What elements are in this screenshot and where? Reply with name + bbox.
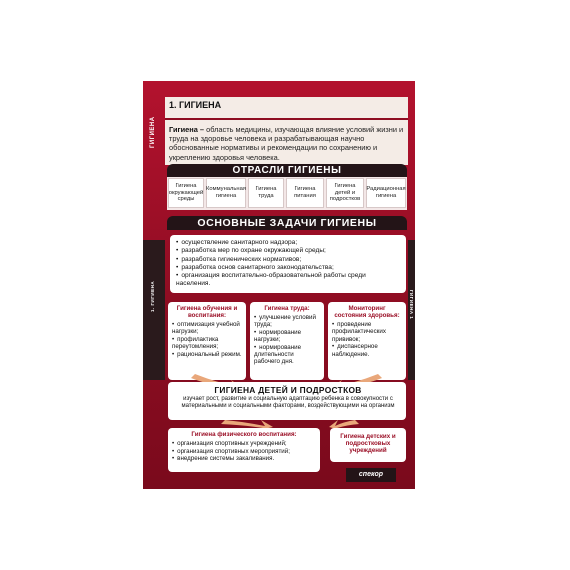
card-item: • внедрение системы закаливания. — [172, 455, 316, 463]
card-physical — [168, 428, 320, 472]
branch-item: Коммунальная гигиена — [206, 178, 246, 208]
card-item: • нормирование нагрузки; — [254, 329, 320, 344]
card-title: Гигиена детских и подростковых учреждений — [340, 433, 396, 454]
card-item: • диспансерное наблюдение. — [332, 343, 402, 358]
card-title: Гигиена физического воспитания: — [191, 431, 297, 438]
tasks-title: ОСНОВНЫЕ ЗАДАЧИ ГИГИЕНЫ — [167, 216, 407, 230]
card-item: • рациональный режим. — [172, 351, 242, 358]
card-labor — [250, 302, 324, 380]
card-item: • организация спортивных мероприятий; — [172, 448, 316, 456]
kids-text: изучает рост, развитие и социальную адаптацию ребенка в совокупности с материальными и социальными факторами, воздействующими на организм — [181, 396, 395, 410]
tasks-panel — [170, 235, 406, 293]
definition-term: Гигиена – — [169, 125, 205, 134]
definition-text — [169, 125, 405, 162]
card-item: • улучшение условий труда; — [254, 314, 320, 329]
branch-item: Радиационная гигиена — [366, 178, 406, 208]
card-title: Гигиена обучения и воспитания: — [176, 305, 238, 319]
branch-item: Гигиена труда — [248, 178, 284, 208]
kids-title: ГИГИЕНА ДЕТЕЙ И ПОДРОСТКОВ — [214, 385, 362, 395]
spine-side-right: ГИГИЕНА 1 — [409, 290, 414, 320]
task-item: • организация воспитательно-образовательной работы среди населения. — [176, 272, 400, 289]
task-item: • осуществление санитарного надзора; — [176, 239, 400, 247]
branch-item: Гигиена детей и подростков — [326, 178, 364, 208]
card-education — [168, 302, 246, 380]
branch-item: Гигиена окружающей среды — [168, 178, 204, 208]
branch-item: Гигиена питания — [286, 178, 324, 208]
publisher-logo: спекор — [346, 468, 396, 482]
card-item: • нормирование длительности рабочего дня. — [254, 344, 320, 366]
card-item: • организация спортивных учреждений; — [172, 440, 316, 448]
card-monitoring — [328, 302, 406, 380]
card-item: • оптимизация учебной нагрузки; — [172, 321, 242, 336]
branches-title: ОТРАСЛИ ГИГИЕНЫ — [167, 164, 407, 177]
page-title: 1. ГИГИЕНА — [169, 100, 222, 110]
card-title: Мониторинг состояния здоровья: — [334, 305, 400, 319]
spine-label: ГИГИЕНА — [150, 116, 156, 148]
task-item: • разработка гигиенических нормативов; — [176, 256, 400, 264]
task-item: • разработка мер по охране окружающей среды; — [176, 247, 400, 255]
spine-side-left: 1. ГИГИЕНА — [150, 280, 155, 312]
card-institutions — [330, 428, 406, 462]
title-rule — [165, 118, 408, 120]
task-item: • разработка основ санитарного законодательства; — [176, 264, 400, 272]
header-box — [165, 97, 408, 165]
card-item: • профилактика переутомления; — [172, 336, 242, 351]
card-title: Гигиена труда: — [264, 305, 310, 312]
definition-body: область медицины, изучающая влияние условий жизни и труда на здоровье человека и разрабатывающая научно обоснованные нормативы и рекомендации по сохранению и укреплению здоровья человека. — [169, 125, 404, 162]
card-item: • проведение профилактических прививок; — [332, 321, 402, 343]
